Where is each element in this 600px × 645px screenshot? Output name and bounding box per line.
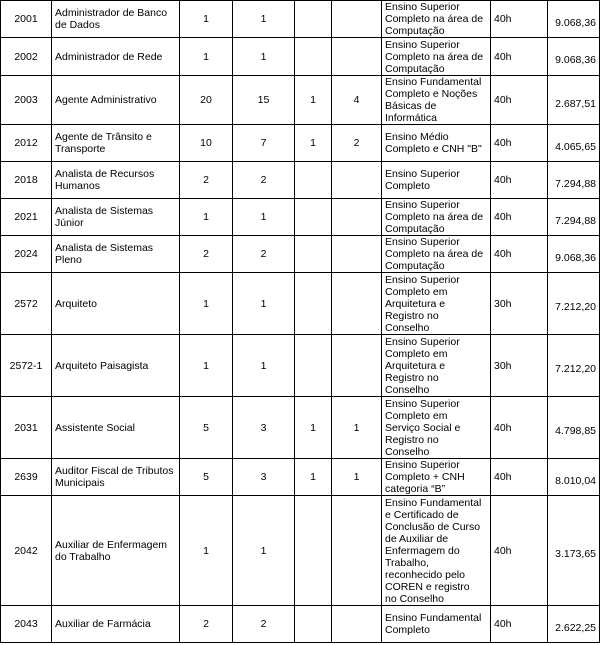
workload-hours: 40h bbox=[491, 236, 548, 273]
vacancies-quota bbox=[332, 162, 382, 199]
vacancies-total: 2 bbox=[180, 162, 233, 199]
workload-hours: 40h bbox=[491, 199, 548, 236]
job-salary bbox=[548, 76, 600, 125]
workload-hours: 40h bbox=[491, 606, 548, 643]
vacancies-general: 1 bbox=[233, 1, 295, 38]
workload-hours: 40h bbox=[491, 38, 548, 76]
vacancies-quota: 1 bbox=[332, 397, 382, 459]
vacancies-disabled bbox=[295, 273, 332, 335]
vacancies-quota: 1 bbox=[332, 459, 382, 496]
job-title: Arquiteto Paisagista bbox=[52, 335, 180, 397]
job-salary-value: 7.294,88 bbox=[555, 177, 596, 190]
vacancies-total: 1 bbox=[180, 496, 233, 606]
job-requirement: Ensino Superior Completo + CNH categoria “B” bbox=[382, 459, 491, 496]
workload-hours: 40h bbox=[491, 1, 548, 38]
job-salary-value: 4.798,85 bbox=[555, 425, 596, 437]
job-title: Auxiliar de Enfermagem do Trabalho bbox=[52, 496, 180, 606]
job-salary-value: 3.173,65 bbox=[555, 548, 596, 560]
job-salary bbox=[548, 162, 600, 199]
job-code: 2001 bbox=[1, 1, 52, 38]
job-code: 2639 bbox=[1, 459, 52, 496]
job-code: 2572-1 bbox=[1, 335, 52, 397]
job-title: Auditor Fiscal de Tributos Municipais bbox=[52, 459, 180, 496]
job-requirement: Ensino Superior Completo na área de Computação bbox=[382, 236, 491, 273]
vacancies-total: 20 bbox=[180, 76, 233, 125]
job-title: Analista de Recursos Humanos bbox=[52, 162, 180, 199]
vacancies-general: 1 bbox=[233, 273, 295, 335]
workload-hours: 40h bbox=[491, 397, 548, 459]
vacancies-disabled bbox=[295, 606, 332, 643]
vacancies-quota bbox=[332, 335, 382, 397]
job-requirement: Ensino Fundamental e Certificado de Conclusão de Curso de Auxiliar de Enfermagem do Trabalho, reconhecido pelo COREN e registro no Conselho bbox=[382, 496, 491, 606]
vacancies-quota bbox=[332, 496, 382, 606]
job-salary-value: 7.294,88 bbox=[555, 214, 596, 227]
job-title: Administrador de Rede bbox=[52, 38, 180, 76]
table-row bbox=[1, 273, 600, 335]
table-row bbox=[1, 335, 600, 397]
vacancies-total: 1 bbox=[180, 335, 233, 397]
job-requirement: Ensino Superior Completo na área de Computação bbox=[382, 1, 491, 38]
table-row bbox=[1, 236, 600, 273]
job-title: Analista de Sistemas Júnior bbox=[52, 199, 180, 236]
workload-hours: 30h bbox=[491, 273, 548, 335]
job-salary bbox=[548, 606, 600, 643]
job-salary-value: 9.068,36 bbox=[555, 54, 596, 66]
job-title: Arquiteto bbox=[52, 273, 180, 335]
table-row bbox=[1, 76, 600, 125]
vacancies-general: 1 bbox=[233, 335, 295, 397]
job-salary bbox=[548, 1, 600, 38]
job-title: Administrador de Banco de Dados bbox=[52, 1, 180, 38]
job-salary bbox=[548, 199, 600, 236]
job-salary bbox=[548, 459, 600, 496]
table-row bbox=[1, 496, 600, 606]
job-salary bbox=[548, 496, 600, 606]
vacancies-total: 5 bbox=[180, 397, 233, 459]
vacancies-disabled bbox=[295, 162, 332, 199]
job-code: 2021 bbox=[1, 199, 52, 236]
job-salary-value: 2.687,51 bbox=[555, 97, 596, 110]
vacancies-quota bbox=[332, 199, 382, 236]
job-salary bbox=[548, 335, 600, 397]
vacancies-quota bbox=[332, 1, 382, 38]
job-salary bbox=[548, 125, 600, 162]
job-code: 2024 bbox=[1, 236, 52, 273]
job-salary-value: 4.065,65 bbox=[555, 140, 596, 153]
vacancies-general: 1 bbox=[233, 38, 295, 76]
vacancies-total: 1 bbox=[180, 199, 233, 236]
vacancies-disabled: 1 bbox=[295, 397, 332, 459]
job-requirement: Ensino Superior Completo em Serviço Social e Registro no Conselho bbox=[382, 397, 491, 459]
vacancies-disabled bbox=[295, 236, 332, 273]
table-row bbox=[1, 162, 600, 199]
job-code: 2003 bbox=[1, 76, 52, 125]
workload-hours: 40h bbox=[491, 496, 548, 606]
vacancies-general: 2 bbox=[233, 236, 295, 273]
job-title: Agente Administrativo bbox=[52, 76, 180, 125]
workload-hours: 40h bbox=[491, 76, 548, 125]
vacancies-quota: 2 bbox=[332, 125, 382, 162]
vacancies-quota: 4 bbox=[332, 76, 382, 125]
job-code: 2012 bbox=[1, 125, 52, 162]
job-code: 2002 bbox=[1, 38, 52, 76]
job-title: Auxiliar de Farmácia bbox=[52, 606, 180, 643]
vacancies-total: 1 bbox=[180, 273, 233, 335]
vacancies-general: 2 bbox=[233, 162, 295, 199]
job-salary-value: 7.212,20 bbox=[555, 363, 596, 375]
job-salary-value: 7.212,20 bbox=[555, 301, 596, 313]
vacancies-quota bbox=[332, 606, 382, 643]
vacancies-general: 1 bbox=[233, 496, 295, 606]
vacancies-disabled bbox=[295, 38, 332, 76]
table-row bbox=[1, 199, 600, 236]
job-salary bbox=[548, 273, 600, 335]
vacancies-total: 5 bbox=[180, 459, 233, 496]
workload-hours: 40h bbox=[491, 125, 548, 162]
job-salary bbox=[548, 397, 600, 459]
job-title: Assistente Social bbox=[52, 397, 180, 459]
table-row bbox=[1, 397, 600, 459]
workload-hours: 40h bbox=[491, 162, 548, 199]
job-salary bbox=[548, 38, 600, 76]
vacancies-disabled bbox=[295, 1, 332, 38]
workload-hours: 30h bbox=[491, 335, 548, 397]
job-code: 2042 bbox=[1, 496, 52, 606]
job-title: Analista de Sistemas Pleno bbox=[52, 236, 180, 273]
vacancies-general: 2 bbox=[233, 606, 295, 643]
vacancies-quota bbox=[332, 236, 382, 273]
vacancies-general: 7 bbox=[233, 125, 295, 162]
job-requirement: Ensino Superior Completo na área de Computação bbox=[382, 38, 491, 76]
job-requirement: Ensino Superior Completo na área de Computação bbox=[382, 199, 491, 236]
job-requirement: Ensino Médio Completo e CNH "B" bbox=[382, 125, 491, 162]
vacancies-quota bbox=[332, 38, 382, 76]
table-row bbox=[1, 125, 600, 162]
vacancies-disabled: 1 bbox=[295, 125, 332, 162]
table-row bbox=[1, 459, 600, 496]
vacancies-quota bbox=[332, 273, 382, 335]
vacancies-general: 1 bbox=[233, 199, 295, 236]
vacancies-general: 3 bbox=[233, 459, 295, 496]
workload-hours: 40h bbox=[491, 459, 548, 496]
table-row bbox=[1, 1, 600, 38]
job-salary-value: 2.622,25 bbox=[555, 621, 596, 634]
vacancies-disabled: 1 bbox=[295, 459, 332, 496]
job-title: Agente de Trânsito e Transporte bbox=[52, 125, 180, 162]
job-salary bbox=[548, 236, 600, 273]
job-salary-value: 8.010,04 bbox=[555, 474, 596, 487]
job-requirement: Ensino Superior Completo em Arquitetura e Registro no Conselho bbox=[382, 335, 491, 397]
positions-table-body bbox=[1, 1, 600, 643]
job-salary-value: 9.068,36 bbox=[555, 16, 596, 29]
vacancies-general: 15 bbox=[233, 76, 295, 125]
vacancies-total: 1 bbox=[180, 38, 233, 76]
vacancies-disabled bbox=[295, 496, 332, 606]
job-requirement: Ensino Superior Completo em Arquitetura e Registro no Conselho bbox=[382, 273, 491, 335]
job-requirement: Ensino Superior Completo bbox=[382, 162, 491, 199]
vacancies-disabled: 1 bbox=[295, 76, 332, 125]
job-code: 2572 bbox=[1, 273, 52, 335]
vacancies-total: 10 bbox=[180, 125, 233, 162]
job-salary-value: 9.068,36 bbox=[555, 251, 596, 264]
table-row bbox=[1, 606, 600, 643]
job-code: 2031 bbox=[1, 397, 52, 459]
job-requirement: Ensino Fundamental Completo bbox=[382, 606, 491, 643]
job-requirement: Ensino Fundamental Completo e Noções Básicas de Informática bbox=[382, 76, 491, 125]
vacancies-total: 2 bbox=[180, 236, 233, 273]
table-row bbox=[1, 38, 600, 76]
job-code: 2043 bbox=[1, 606, 52, 643]
vacancies-total: 1 bbox=[180, 1, 233, 38]
vacancies-disabled bbox=[295, 199, 332, 236]
vacancies-general: 3 bbox=[233, 397, 295, 459]
vacancies-disabled bbox=[295, 335, 332, 397]
job-code: 2018 bbox=[1, 162, 52, 199]
vacancies-total: 2 bbox=[180, 606, 233, 643]
